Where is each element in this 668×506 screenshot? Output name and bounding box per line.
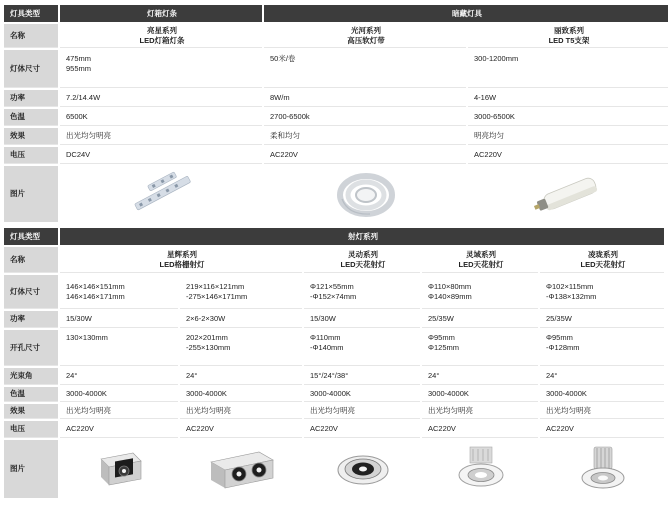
- beam-cell: 15°/24°/38°: [304, 368, 420, 385]
- row-label-image: 图片: [4, 166, 58, 222]
- hole-cell: Φ110mm -Φ140mm: [304, 330, 420, 366]
- image-cell: [540, 440, 664, 498]
- row-label-hole: 开孔尺寸: [4, 330, 58, 366]
- voltage-cell: AC220V: [422, 421, 538, 438]
- light-box-table: [2, 3, 668, 224]
- effect-cell: 明亮均匀: [468, 128, 668, 145]
- effect-cell: 柔和均匀: [264, 128, 466, 145]
- size-cell: 50米/卷: [264, 50, 466, 88]
- spec-sheet: [2, 1, 666, 504]
- row-label-image: 图片: [4, 440, 58, 498]
- hole-cell: Φ95mm Φ125mm: [422, 330, 538, 366]
- group-header-spotlight: 射灯系列: [60, 228, 664, 245]
- temp-cell: 3000-6500K: [468, 109, 668, 126]
- size-cell: 300-1200mm: [468, 50, 668, 88]
- double-grille-spotlight-image: [207, 446, 277, 492]
- hole-cell: 202×201mm -255×130mm: [180, 330, 302, 366]
- product-name: 凌珑系列 LED天花射灯: [540, 247, 664, 273]
- beam-cell: 24°: [180, 368, 302, 385]
- temp-cell: 3000-4000K: [180, 387, 302, 402]
- voltage-cell: AC220V: [540, 421, 664, 438]
- voltage-cell: AC220V: [264, 147, 466, 164]
- image-cell: [422, 440, 538, 498]
- power-cell: 25/35W: [540, 311, 664, 328]
- power-cell: 2×6-2×30W: [180, 311, 302, 328]
- row-label-beam: 光束角: [4, 368, 58, 385]
- effect-cell: 出光均匀明亮: [60, 404, 178, 419]
- spotlight-table: [2, 226, 666, 500]
- group-header-hidden: 暗藏灯具: [264, 5, 668, 22]
- effect-cell: 出光均匀明亮: [422, 404, 538, 419]
- type-header: 灯具类型: [4, 228, 58, 245]
- image-cell: [304, 440, 420, 498]
- row-label-power: 功率: [4, 311, 58, 328]
- effect-cell: 出光均匀明亮: [180, 404, 302, 419]
- temp-cell: 3000-4000K: [540, 387, 664, 402]
- voltage-cell: DC24V: [60, 147, 262, 164]
- row-label-power: 功率: [4, 90, 58, 107]
- single-grille-spotlight-image: [95, 447, 145, 491]
- size-cell: Φ102×115mm -Φ138×132mm: [540, 275, 664, 309]
- beam-cell: 24°: [422, 368, 538, 385]
- led-bar-strips-image: [127, 170, 197, 218]
- power-cell: 4-16W: [468, 90, 668, 107]
- row-label-effect: 效果: [4, 128, 58, 145]
- product-name: 星辉系列 LED格栅射灯: [60, 247, 302, 273]
- image-cell: [180, 440, 302, 498]
- size-cell: 475mm 955mm: [60, 50, 262, 88]
- image-cell: [60, 166, 262, 222]
- t5-bracket-image: [531, 169, 607, 219]
- beam-cell: 24°: [60, 368, 178, 385]
- voltage-cell: AC220V: [180, 421, 302, 438]
- hole-cell: Φ95mm -Φ128mm: [540, 330, 664, 366]
- power-cell: 15/30W: [304, 311, 420, 328]
- product-name: 丽致系列 LED T5支架: [468, 24, 668, 48]
- image-cell: [264, 166, 466, 222]
- size-cell: Φ121×55mm -Φ152×74mm: [304, 275, 420, 309]
- power-cell: 25/35W: [422, 311, 538, 328]
- led-strip-coil-image: [336, 169, 396, 219]
- power-cell: 7.2/14.4W: [60, 90, 262, 107]
- row-label-voltage: 电压: [4, 147, 58, 164]
- product-name: 灵域系列 LED天花射灯: [422, 247, 538, 273]
- temp-cell: 3000-4000K: [60, 387, 178, 402]
- hole-cell: 130×130mm: [60, 330, 178, 366]
- beam-cell: 24°: [540, 368, 664, 385]
- size-cell: 146×146×151mm 146×146×171mm: [60, 275, 178, 309]
- size-cell: Φ110×80mm Φ140×89mm: [422, 275, 538, 309]
- group-header-lightbox: 灯箱灯条: [60, 5, 262, 22]
- voltage-cell: AC220V: [304, 421, 420, 438]
- effect-cell: 出光均匀明亮: [304, 404, 420, 419]
- image-cell: [468, 166, 668, 222]
- row-label-name: 名称: [4, 247, 58, 273]
- product-name: 灵动系列 LED天花射灯: [304, 247, 420, 273]
- power-cell: 8W/m: [264, 90, 466, 107]
- row-label-temp: 色温: [4, 387, 58, 402]
- product-name: 光河系列 高压软灯带: [264, 24, 466, 48]
- row-label-effect: 效果: [4, 404, 58, 419]
- product-name: 亮星系列 LED灯箱灯条: [60, 24, 262, 48]
- effect-cell: 出光均匀明亮: [540, 404, 664, 419]
- temp-cell: 2700-6500k: [264, 109, 466, 126]
- row-label-name: 名称: [4, 24, 58, 48]
- row-label-voltage: 电压: [4, 421, 58, 438]
- finned-spotlight-image: [575, 445, 631, 493]
- row-label-temp: 色温: [4, 109, 58, 126]
- size-cell: 219×116×121mm -275×146×171mm: [180, 275, 302, 309]
- temp-cell: 3000-4000K: [422, 387, 538, 402]
- row-label-size: 灯体尺寸: [4, 275, 58, 309]
- type-header: 灯具类型: [4, 5, 58, 22]
- ceiling-spotlight-image: [453, 445, 509, 493]
- voltage-cell: AC220V: [468, 147, 668, 164]
- row-label-size: 灯体尺寸: [4, 50, 58, 88]
- temp-cell: 3000-4000K: [304, 387, 420, 402]
- temp-cell: 6500K: [60, 109, 262, 126]
- effect-cell: 出光均匀明亮: [60, 128, 262, 145]
- round-recessed-spotlight-image: [335, 446, 391, 492]
- power-cell: 15/30W: [60, 311, 178, 328]
- voltage-cell: AC220V: [60, 421, 178, 438]
- image-cell: [60, 440, 178, 498]
